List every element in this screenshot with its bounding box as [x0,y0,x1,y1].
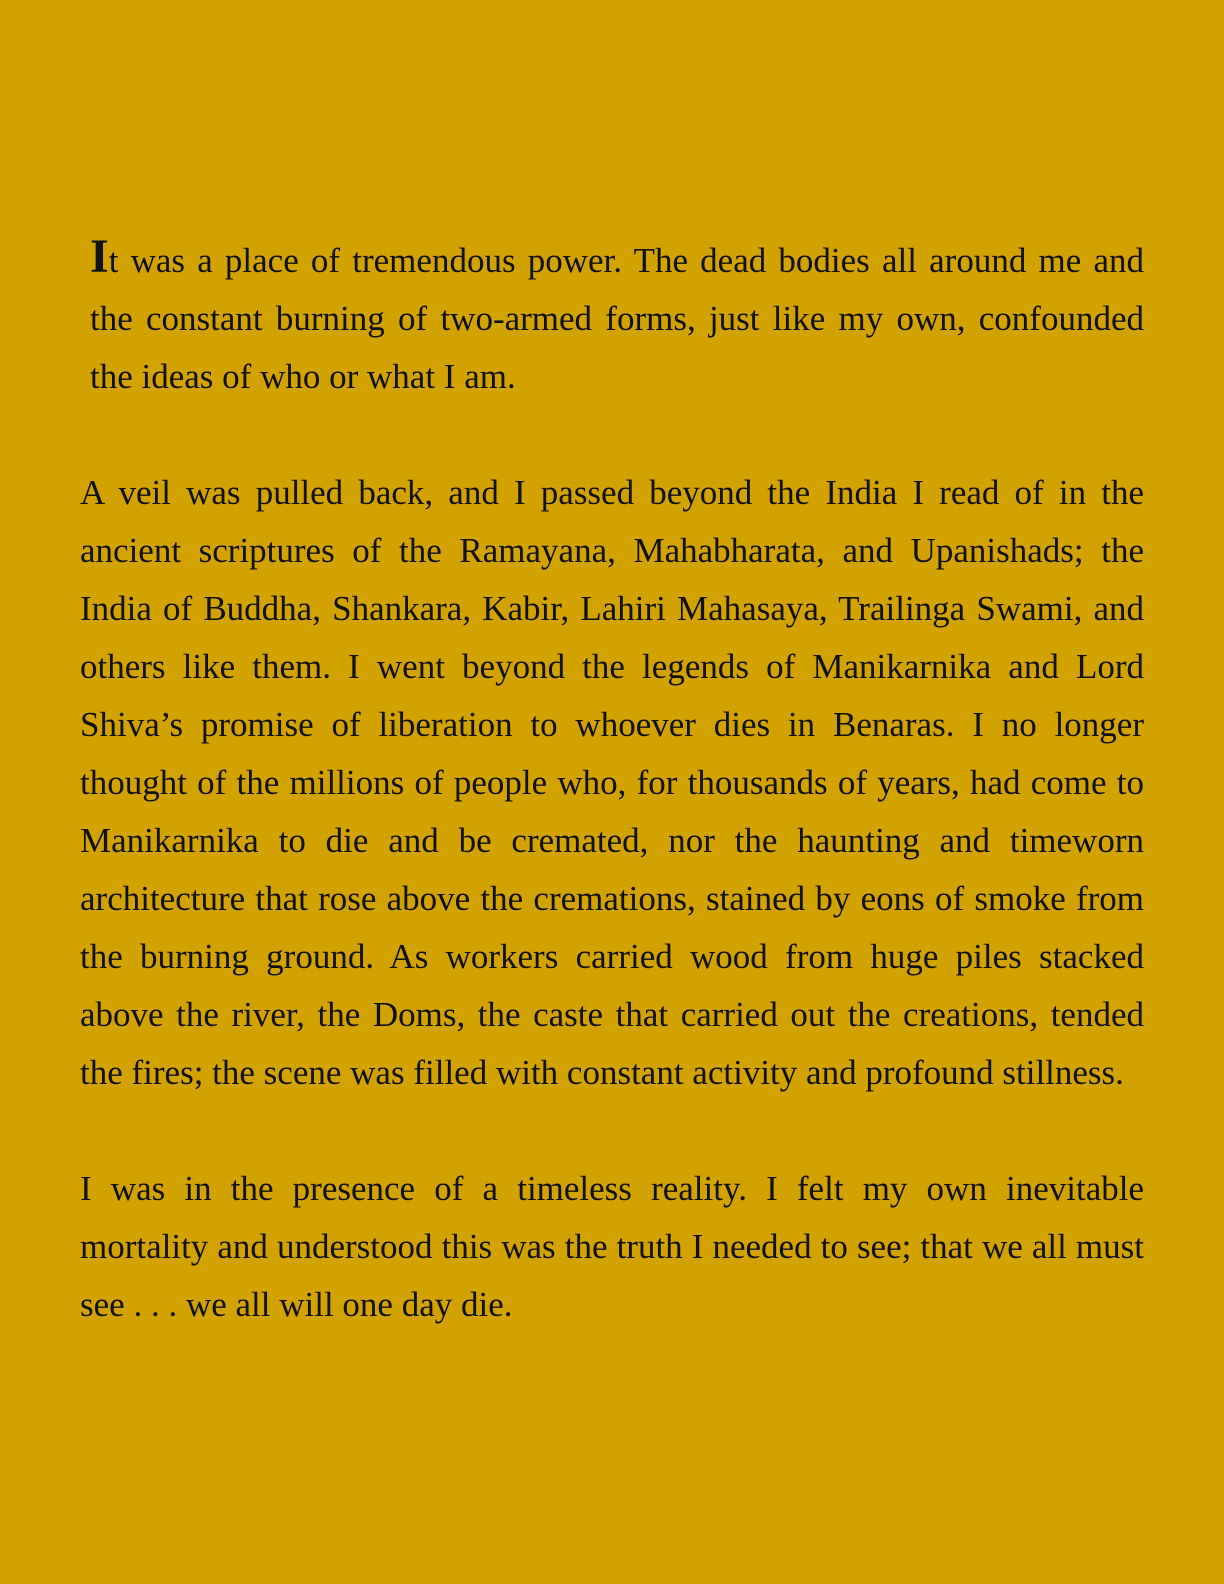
page-body [80,232,1144,1334]
paragraph-1-text: was a place of tremendous power. The dead bodies all around me and the constant burning of two-armed forms, just like my own, confounded the ideas of who or what I am. [90,241,1144,396]
paragraph-1 [80,232,1144,406]
paragraph-3: I was in the presence of a timeless reality. I felt my own inevitable mortality and understood this was the truth I needed to see; that we all must see . . . we all will one day die. [80,1169,1144,1324]
paragraph-2: A veil was pulled back, and I passed beyond the India I read of in the ancient scriptures of the Ramayana, Mahabharata, and Upanishads; the India of Buddha, Shankara, Kabir, Lahiri Mahasaya, Trailinga Swami, and others like them. I went beyond the legends of Manikarnika and Lord Shiva’s promise of liberation to whoever dies in Benaras. I no longer thought of the millions of people who, for thousands of years, had come to Manikarnika to die and be cremated, nor the haunting and timeworn architecture that rose above the cremations, stained by eons of smoke from the burning ground. As workers carried wood from huge piles stacked above the river, the Doms, the caste that carried out the creations, tended the fires; the scene was filled with constant activity and profound stillness. [80,473,1144,1092]
lead-letter-rest: t [108,241,119,280]
drop-cap: I [90,230,109,283]
